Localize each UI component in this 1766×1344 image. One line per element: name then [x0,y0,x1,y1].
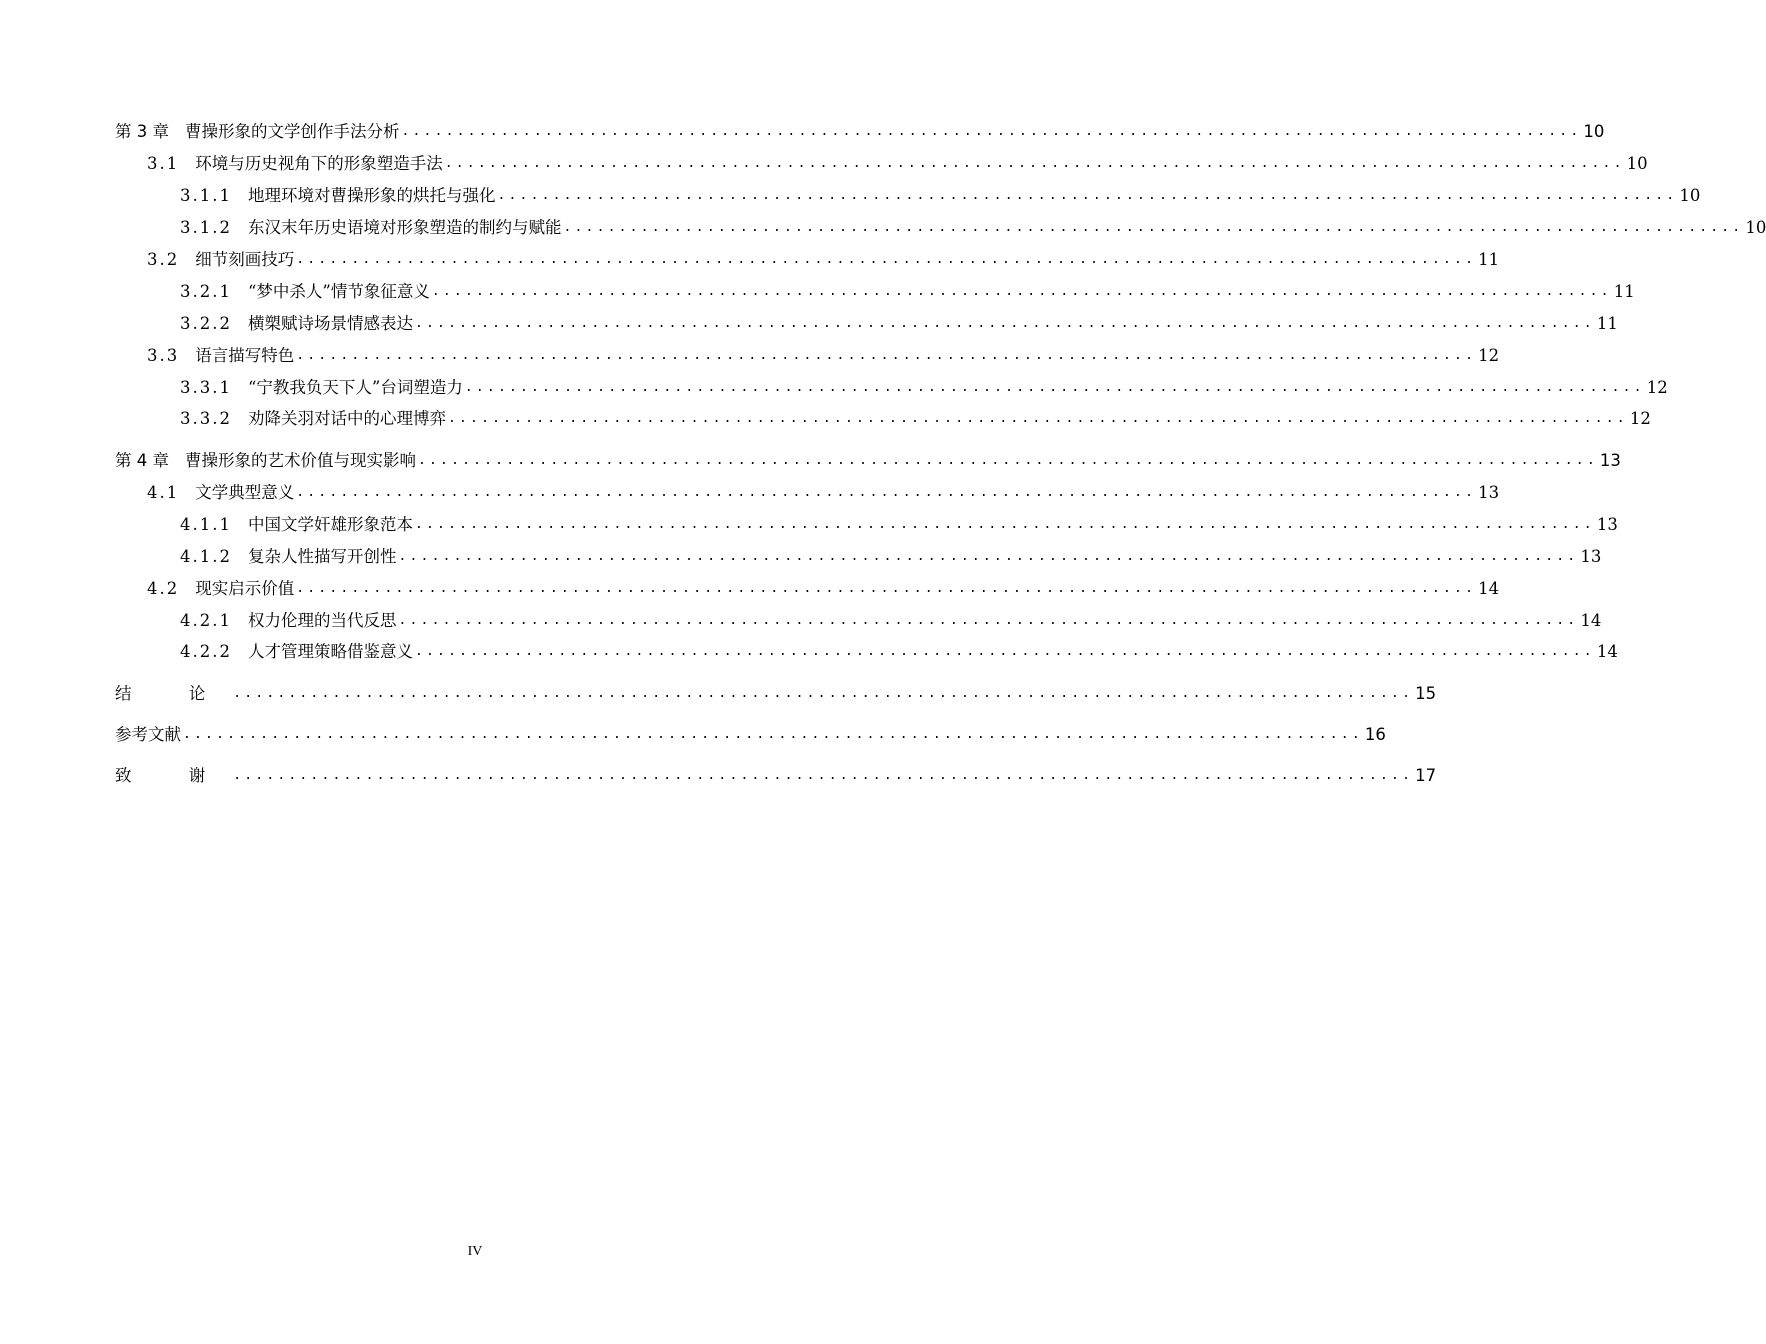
toc-leader: ........................................................................................................... [398,549,1579,564]
toc-number: 3.3 [147,346,180,365]
toc-leader: ........................................................................................................... [414,316,1595,331]
toc-leader: ........................................................................................................... [444,156,1625,171]
toc-title: 结 论 [115,684,232,703]
toc-entry-3-3-2[interactable] [180,405,1651,429]
toc-title: 文学典型意义 [195,483,295,502]
toc-page-number: 14 [1596,642,1618,661]
toc-title: 曹操形象的文学创作手法分析 [185,122,400,141]
toc-entry-3-2[interactable] [147,246,1500,270]
toc-leader: ........................................................................................................... [418,453,1598,468]
toc-title: 致 谢 [115,766,232,785]
toc-entry-3-3[interactable] [147,342,1500,366]
toc-page-number: 10 [1679,186,1701,205]
toc-number: 3.3.2 [180,409,232,428]
toc-title: 东汉末年历史语境对形象塑造的制约与赋能 [247,218,562,237]
toc-page-number: 13 [1478,483,1500,502]
toc-title: 人才管理策略借鉴意义 [247,642,413,661]
toc-leader: ........................................................................................................... [464,380,1645,395]
toc-number: 第 4 章 [115,451,169,470]
toc-entry-acknowledgements[interactable] [115,762,1437,786]
toc-number: 4.2 [147,579,180,598]
toc-page-number: 12 [1629,409,1651,428]
toc-entry-chapter-3[interactable] [115,118,1605,142]
toc-page-number: 11 [1613,282,1635,301]
toc-leader: ........................................................................................................... [183,727,1363,742]
toc-number: 4.1.1 [180,515,232,534]
toc-title: 细节刻画技巧 [195,250,295,269]
toc-leader: ........................................................................................................... [563,220,1744,235]
toc-leader: ........................................................................................................... [497,188,1678,203]
toc-number: 3.1.1 [180,186,232,205]
toc-number: 3.2 [147,250,180,269]
toc-entry-3-3-1[interactable] [180,374,1668,398]
toc-page-number: 14 [1580,611,1602,630]
toc-leader: ........................................................................................................... [233,768,1414,783]
toc-page-number: 13 [1596,515,1618,534]
toc-page-number: 11 [1478,250,1500,269]
toc-number: 3.2.2 [180,314,232,333]
toc-leader: ........................................................................................................... [431,284,1612,299]
toc-page-number: 10 [1745,218,1766,237]
toc-leader: ........................................................................................................... [296,348,1477,363]
toc-entry-conclusion[interactable] [115,680,1437,704]
toc-title: 复杂人性描写开创性 [247,547,397,566]
toc-entry-3-2-2[interactable] [180,310,1618,334]
toc-title: 权力伦理的当代反思 [247,611,397,630]
toc-title: 地理环境对曹操形象的烘托与强化 [247,186,496,205]
toc-leader: ........................................................................................................... [233,686,1414,701]
toc-entry-3-1-1[interactable] [180,182,1701,206]
toc-entry-3-1-2[interactable] [180,214,1766,238]
toc-number: 4.1.2 [180,547,232,566]
toc-title: 曹操形象的艺术价值与现实影响 [185,451,416,470]
toc-entry-4-2[interactable] [147,575,1500,599]
toc-number: 3.2.1 [180,282,232,301]
toc-leader: ........................................................................................................... [414,644,1595,659]
toc-leader: ........................................................................................................... [398,613,1579,628]
toc-leader: ........................................................................................................... [447,411,1628,426]
toc-page-number: 13 [1580,547,1602,566]
toc-leader: ........................................................................................................... [296,581,1477,596]
toc-page-number: 12 [1646,378,1668,397]
toc-entry-3-2-1[interactable] [180,278,1635,302]
toc-leader: ........................................................................................................... [414,517,1595,532]
toc-leader: ........................................................................................................... [296,252,1477,267]
toc-page-number: 10 [1626,154,1648,173]
toc-page-number: 14 [1478,579,1500,598]
toc-page-number: 13 [1599,451,1621,470]
toc-title: 横槊赋诗场景情感表达 [247,314,413,333]
toc-entry-chapter-4[interactable] [115,447,1621,471]
toc-entry-4-1-1[interactable] [180,511,1618,535]
toc-title: 现实启示价值 [195,579,295,598]
toc-entry-4-2-2[interactable] [180,638,1618,662]
toc-page-number: 10 [1583,122,1605,141]
toc-number: 3.3.1 [180,378,232,397]
toc-title: 语言描写特色 [195,346,295,365]
toc-entry-3-1[interactable] [147,150,1648,174]
toc-number: 3.1.2 [180,218,232,237]
page-number-footer: IV [467,1244,483,1259]
toc-number: 4.2.2 [180,642,232,661]
toc-entry-4-1[interactable] [147,479,1500,503]
toc-page-number: 16 [1364,725,1386,744]
toc-title: 环境与历史视角下的形象塑造手法 [195,154,443,173]
toc-title: 劝降关羽对话中的心理博弈 [247,409,446,428]
toc-page-number: 15 [1415,684,1437,703]
toc-title: “宁教我负天下人”台词塑造力 [247,378,463,397]
toc-title: “梦中杀人”情节象征意义 [247,282,430,301]
toc-number: 4.2.1 [180,611,232,630]
toc-leader: ........................................................................................................... [296,485,1477,500]
toc-title: 参考文献 [115,725,181,744]
toc-entry-4-2-1[interactable] [180,607,1602,631]
toc-entry-4-1-2[interactable] [180,543,1602,567]
toc-title: 中国文学奸雄形象范本 [247,515,413,534]
toc-leader: ........................................................................................................... [401,124,1582,139]
toc-entry-references[interactable] [115,721,1386,745]
toc-page-number: 12 [1478,346,1500,365]
toc-page-number: 11 [1596,314,1618,333]
toc-number: 第 3 章 [115,122,169,141]
toc-number: 4.1 [147,483,180,502]
toc-page-number: 17 [1415,766,1437,785]
toc-number: 3.1 [147,154,180,173]
